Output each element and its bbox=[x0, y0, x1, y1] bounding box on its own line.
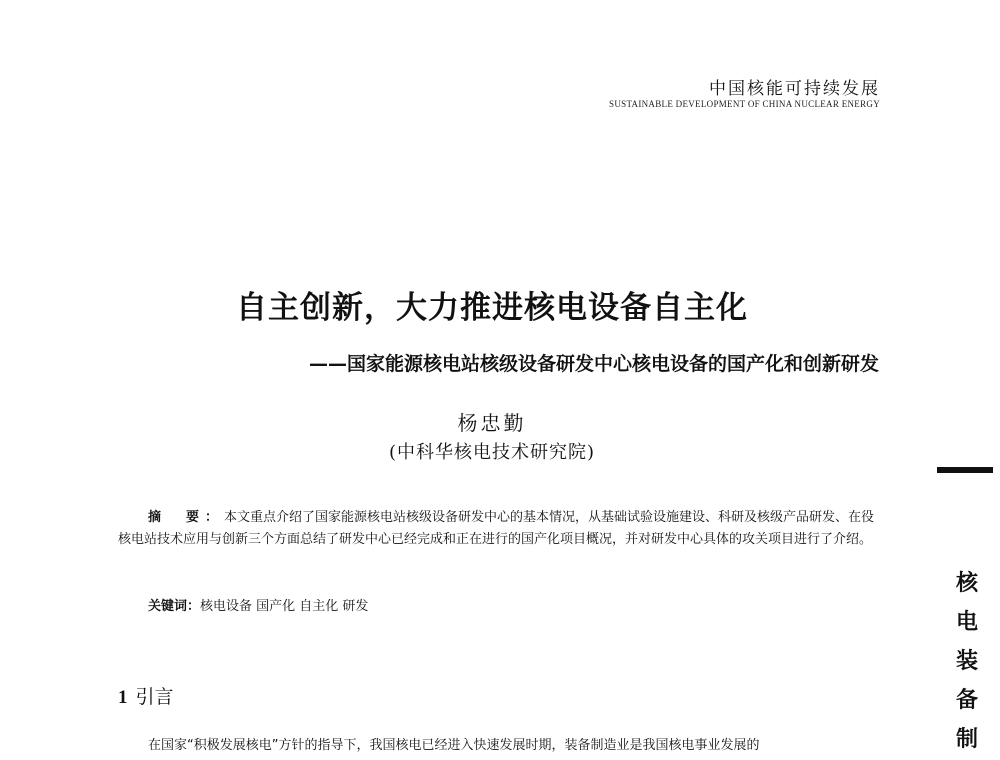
article-title: 自主创新，大力推进核电设备自主化 bbox=[236, 290, 748, 326]
side-tab-char: 制 bbox=[955, 726, 978, 752]
author-name: 杨忠勤 bbox=[457, 411, 527, 435]
side-tab-char: 核 bbox=[955, 570, 978, 596]
author-affiliation: (中科华核电技术研究院) bbox=[388, 442, 596, 463]
keywords bbox=[148, 595, 368, 614]
section-heading bbox=[118, 682, 174, 709]
keywords-text: 核电设备 国产化 自主化 研发 bbox=[200, 599, 369, 614]
article-subtitle: ——国家能源核电站核级设备研发中心核电设备的国产化和创新研发 bbox=[308, 353, 879, 375]
side-tab-char: 电 bbox=[955, 609, 978, 635]
abstract bbox=[118, 507, 882, 551]
keywords-label: 关键词： bbox=[148, 599, 201, 614]
side-tab-title bbox=[950, 564, 984, 759]
side-tab-char: 装 bbox=[955, 648, 978, 674]
section-title: 引言 bbox=[135, 686, 174, 708]
abstract-label: 摘 要： bbox=[148, 510, 225, 525]
side-tab-char: 备 bbox=[955, 687, 978, 713]
journal-title-cn: 中国核能可持续发展 bbox=[709, 79, 880, 99]
abstract-text: 本文重点介绍了国家能源核电站核级设备研发中心的基本情况，从基础试验设施建设、科研及核级产品研发、在役核电站技术应用与创新三个方面总结了研发中心已经完成和正在进行的国产化项目概况，并对研发中心具体的攻关项目进行了介绍。 bbox=[118, 510, 875, 547]
body-paragraph bbox=[118, 733, 882, 759]
section-number: 1 bbox=[118, 687, 128, 708]
journal-title-en: SUSTAINABLE DEVELOPMENT OF CHINA NUCLEAR ENERGY bbox=[609, 99, 880, 109]
side-tab-bar bbox=[937, 467, 993, 473]
paragraph-text: 在国家“积极发展核电”方针的指导下，我国核电已经进入快速发展时期，装备制造业是我国核电事业发展的 bbox=[148, 738, 760, 753]
